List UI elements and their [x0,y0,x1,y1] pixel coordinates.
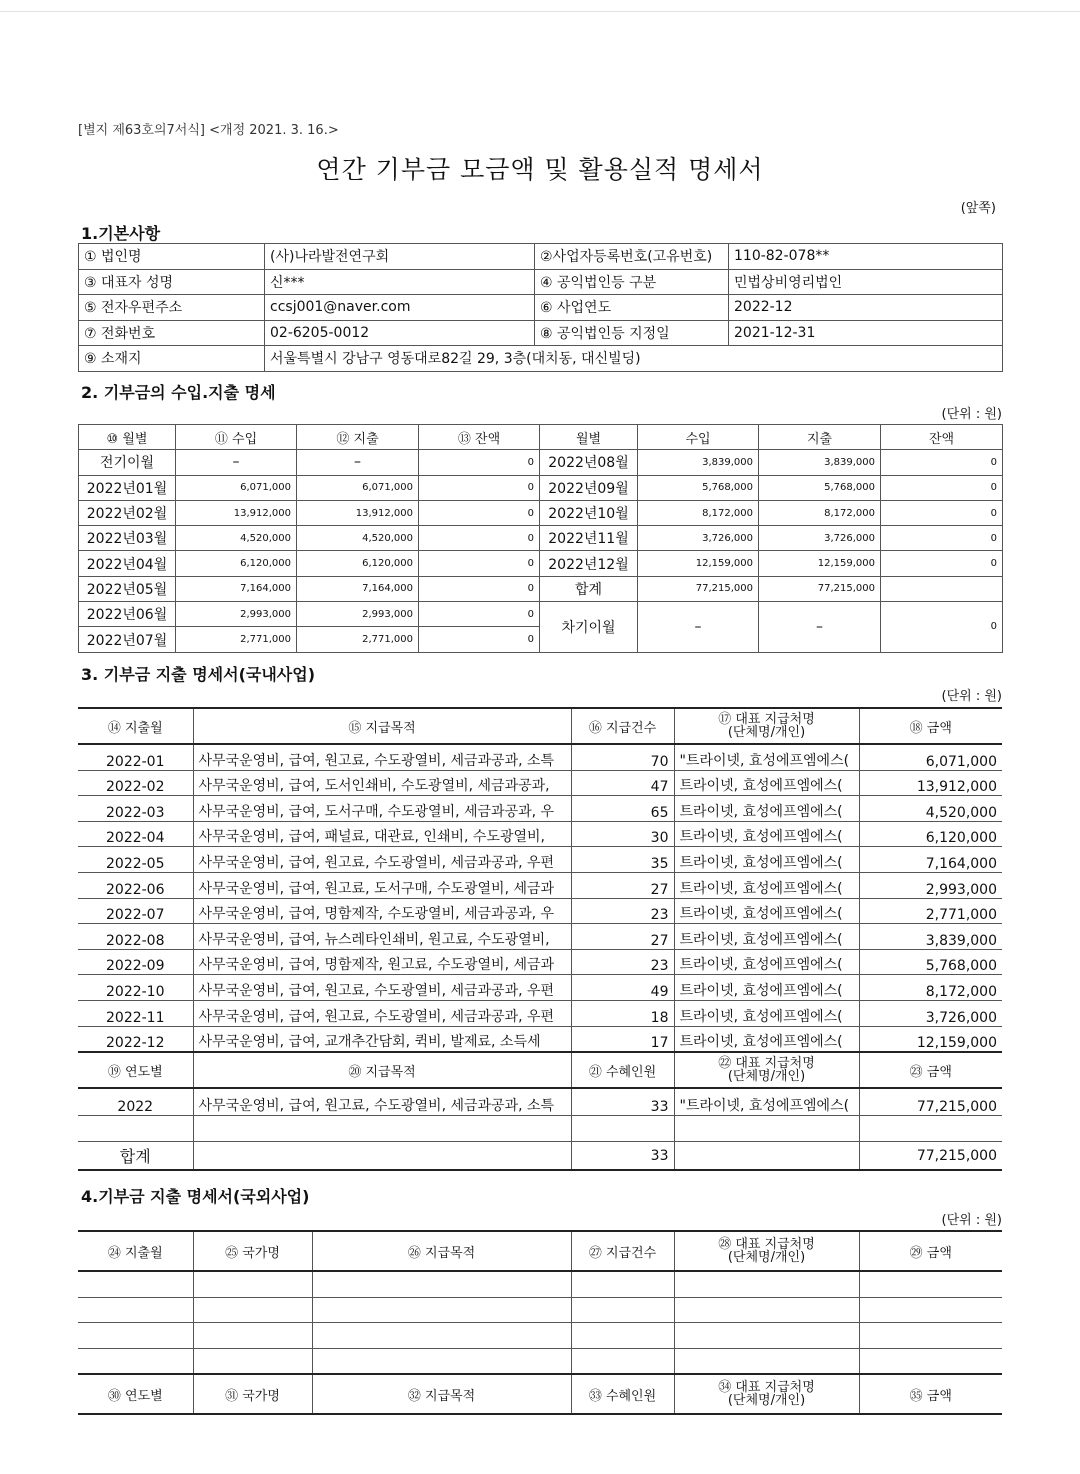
month-cell: 2022-01 [78,744,193,770]
column-header: ⑲ 연도별 [78,1052,193,1088]
payee-cell: 트라이넷, 효성에프엠에스( [674,924,859,950]
basic-info-row [79,320,1003,346]
income-cell: 3,726,000 [638,526,759,551]
section3-title: 3. 기부금 지출 명세서(국내사업) [81,665,316,684]
month-cell: 2022-02 [78,770,193,796]
empty-cell [859,1271,1002,1297]
total-label: 합계 [78,1142,193,1171]
income-cell: 77,215,000 [638,576,759,601]
count-cell: 33 [571,1088,674,1116]
basic-info-row [79,269,1003,295]
column-header: ㉖ 지급목적 [312,1231,571,1271]
domestic-header-row [78,708,1002,744]
month-cell: 합계 [540,576,638,601]
column-header [674,1374,859,1414]
month-cell: 2022년01월 [79,475,176,500]
column-header: 잔액 [881,425,1003,450]
field-label: ⑧ 공익법인등 지정일 [535,320,729,346]
empty-cell [571,1271,674,1297]
field-value: 2022-12 [729,295,1003,321]
balance-cell: 0 [419,627,540,652]
empty-cell [193,1116,571,1142]
balance-cell: 0 [419,602,540,627]
section4-unit: (단위 : 원) [941,1213,1002,1228]
purpose-cell: 사무국운영비, 급여, 패널료, 대관료, 인쇄비, 수도광열비, [193,821,571,847]
column-header: ⑯ 지급건수 [571,708,674,744]
domestic-expense-table [78,707,1002,1171]
month-cell: 2022년09월 [540,475,638,500]
field-value: 민법상비영리법인 [729,269,1003,295]
count-cell: 47 [571,770,674,796]
income-row [79,500,1003,525]
amount-cell: 13,912,000 [859,770,1002,796]
purpose-cell: 사무국운영비, 급여, 교개추간담회, 퀵비, 발제료, 소득세 [193,1026,571,1052]
page-title: 연간 기부금 모금액 및 활용실적 명세서 [316,155,764,184]
month-cell: 2022년12월 [540,551,638,576]
count-cell: 23 [571,898,674,924]
balance-cell: 0 [881,450,1003,475]
empty-cell [193,1297,312,1323]
column-header [674,1231,859,1271]
form-reference: [별지 제63호의7서식] <개정 2021. 3. 16.> [78,123,339,138]
column-header: ⑳ 지급목적 [193,1052,571,1088]
domestic-row [78,770,1002,796]
header-line: ㉘ 대표 지급처명 [718,1237,815,1252]
section2-unit: (단위 : 원) [941,407,1002,422]
empty-cell [859,1348,1002,1374]
count-cell: 65 [571,796,674,822]
count-cell: 17 [571,1026,674,1052]
header-line: ㉒ 대표 지급처명 [718,1056,815,1072]
header-subline: (단체명/개인) [727,1250,806,1265]
empty-cell [674,1116,859,1142]
month-cell: 2022년02월 [79,500,176,525]
column-header: 월별 [540,425,638,450]
amount-cell: 12,159,000 [859,1026,1002,1052]
empty-cell [859,1116,1002,1142]
overseas-blank-row [78,1348,1002,1374]
balance-cell: 0 [419,526,540,551]
empty-cell [312,1271,571,1297]
carry-income-cell: – [638,602,759,653]
header-line: ㉞ 대표 지급처명 [718,1380,815,1395]
header-subline: (단체명/개인) [727,725,806,740]
purpose-cell: 사무국운영비, 급여, 뉴스레타인쇄비, 원고료, 수도광열비, [193,924,571,950]
payee-cell: 트라이넷, 효성에프엠에스( [674,949,859,975]
count-cell: 49 [571,975,674,1001]
payee-cell: 트라이넷, 효성에프엠에스( [674,975,859,1001]
column-header: ⑭ 지출월 [78,708,193,744]
payee-cell: "트라이넷, 효성에프엠에스( [674,744,859,770]
income-cell: 5,768,000 [638,475,759,500]
empty-cell [312,1297,571,1323]
payee-cell: 트라이넷, 효성에프엠에스( [674,770,859,796]
domestic-row [78,744,1002,770]
income-row [79,602,1003,627]
month-cell: 2022년10월 [540,500,638,525]
month-cell: 2022-07 [78,898,193,924]
payee-cell: 트라이넷, 효성에프엠에스( [674,872,859,898]
section1-title: 1.기본사항 [81,224,161,243]
expense-cell: 12,159,000 [759,551,881,576]
balance-cell: 0 [419,551,540,576]
amount-cell: 8,172,000 [859,975,1002,1001]
purpose-cell: 사무국운영비, 급여, 원고료, 수도광열비, 세금과공과, 우편 [193,1000,571,1026]
count-cell: 70 [571,744,674,770]
income-cell: 7,164,000 [176,576,297,601]
empty-cell [674,1348,859,1374]
side-label: (앞쪽) [960,201,996,216]
income-cell: 6,071,000 [176,475,297,500]
balance-cell: 0 [881,500,1003,525]
empty-cell [571,1323,674,1349]
domestic-row [78,924,1002,950]
empty-cell [78,1116,193,1142]
carry-expense-cell: – [759,602,881,653]
empty-cell [674,1297,859,1323]
field-label: ⑨ 소재지 [79,346,265,372]
empty-cell [312,1348,571,1374]
month-cell: 2022년04월 [79,551,176,576]
amount-cell: 3,726,000 [859,1000,1002,1026]
column-header: ㉓ 금액 [859,1052,1002,1088]
purpose-cell: 사무국운영비, 급여, 명함제작, 수도광열비, 세금과공과, 우 [193,898,571,924]
amount-cell: 77,215,000 [859,1088,1002,1116]
amount-cell: 2,771,000 [859,898,1002,924]
amount-cell: 6,071,000 [859,744,1002,770]
income-cell: – [176,450,297,475]
balance-cell: 0 [419,576,540,601]
expense-cell: 6,120,000 [297,551,419,576]
field-label: ⑤ 전자우편주소 [79,295,265,321]
empty-cell [674,1142,859,1171]
month-cell: 2022년11월 [540,526,638,551]
overseas-header-row [78,1231,1002,1271]
empty-cell [78,1348,193,1374]
column-header: ㉝ 수혜인원 [571,1374,674,1414]
domestic-row [78,847,1002,873]
domestic-row [78,796,1002,822]
purpose-cell: 사무국운영비, 급여, 도서구매, 수도광열비, 세금과공과, 우 [193,796,571,822]
field-value: 2021-12-31 [729,320,1003,346]
column-header: ㉑ 수혜인원 [571,1052,674,1088]
expense-cell: 2,993,000 [297,602,419,627]
top-divider [0,11,1080,12]
empty-cell [859,1323,1002,1349]
column-header: ㉚ 연도별 [78,1374,193,1414]
expense-cell: – [297,450,419,475]
month-cell: 2022년08월 [540,450,638,475]
expense-cell: 7,164,000 [297,576,419,601]
column-header [674,1052,859,1088]
payee-cell: 트라이넷, 효성에프엠에스( [674,1026,859,1052]
empty-cell [571,1297,674,1323]
count-cell: 18 [571,1000,674,1026]
expense-cell: 3,839,000 [759,450,881,475]
month-cell: 2022-12 [78,1026,193,1052]
income-cell: 3,839,000 [638,450,759,475]
payee-cell: 트라이넷, 효성에프엠에스( [674,847,859,873]
column-header: ㉙ 금액 [859,1231,1002,1271]
month-cell: 2022년07월 [79,627,176,652]
month-cell: 2022-04 [78,821,193,847]
income-cell: 8,172,000 [638,500,759,525]
month-cell: 2022-09 [78,949,193,975]
empty-cell [674,1323,859,1349]
field-label: ②사업자등록번호(고유번호) [535,244,729,270]
payee-cell: 트라이넷, 효성에프엠에스( [674,796,859,822]
income-header-row [79,425,1003,450]
empty-cell [193,1271,312,1297]
empty-cell [859,1297,1002,1323]
column-header: ㉕ 국가명 [193,1231,312,1271]
field-value: 110-82-078** [729,244,1003,270]
income-row [79,551,1003,576]
amount-cell: 2,993,000 [859,872,1002,898]
column-header: ㉔ 지출월 [78,1231,193,1271]
payee-cell: 트라이넷, 효성에프엠에스( [674,1000,859,1026]
month-cell: 전기이월 [79,450,176,475]
purpose-cell: 사무국운영비, 급여, 원고료, 수도광열비, 세금과공과, 우편 [193,847,571,873]
month-cell: 2022년05월 [79,576,176,601]
amount-cell: 4,520,000 [859,796,1002,822]
domestic-year-row [78,1088,1002,1116]
count-cell: 27 [571,924,674,950]
empty-cell [78,1323,193,1349]
month-cell: 2022-03 [78,796,193,822]
header-subline: (단체명/개인) [727,1069,806,1085]
income-row [79,450,1003,475]
income-row [79,475,1003,500]
domestic-row [78,821,1002,847]
empty-cell [193,1142,571,1171]
column-header: ⑪ 수입 [176,425,297,450]
field-label: ⑥ 사업연도 [535,295,729,321]
count-cell: 35 [571,847,674,873]
payee-cell: 트라이넷, 효성에프엠에스( [674,821,859,847]
field-value: (사)나라발전연구회 [265,244,535,270]
total-amount: 77,215,000 [859,1142,1002,1171]
month-cell: 2022-11 [78,1000,193,1026]
count-cell: 30 [571,821,674,847]
count-cell: 23 [571,949,674,975]
carry-balance-cell: 0 [881,602,1003,653]
overseas-blank-row [78,1297,1002,1323]
column-header [674,708,859,744]
year-cell: 2022 [78,1088,193,1116]
basic-info-row [79,295,1003,321]
total-count: 33 [571,1142,674,1171]
field-value: 신*** [265,269,535,295]
amount-cell: 7,164,000 [859,847,1002,873]
month-cell: 2022-10 [78,975,193,1001]
empty-cell [78,1297,193,1323]
column-header: ⑩ 월별 [79,425,176,450]
expense-cell: 77,215,000 [759,576,881,601]
balance-cell: 0 [419,475,540,500]
month-cell: 2022년06월 [79,602,176,627]
month-cell: 2022년03월 [79,526,176,551]
domestic-row [78,975,1002,1001]
count-cell: 27 [571,872,674,898]
amount-cell: 5,768,000 [859,949,1002,975]
empty-cell [674,1271,859,1297]
balance-cell [881,576,1003,601]
domestic-row [78,949,1002,975]
section3-unit: (단위 : 원) [941,689,1002,704]
balance-cell: 0 [419,450,540,475]
income-row [79,576,1003,601]
field-label: ⑦ 전화번호 [79,320,265,346]
column-header: ⑫ 지출 [297,425,419,450]
income-cell: 6,120,000 [176,551,297,576]
column-header: ⑱ 금액 [859,708,1002,744]
empty-cell [193,1323,312,1349]
header-line: ⑰ 대표 지급처명 [718,712,815,727]
balance-cell: 0 [881,526,1003,551]
column-header: 지출 [759,425,881,450]
month-cell: 2022-08 [78,924,193,950]
balance-cell: 0 [419,500,540,525]
field-label: ① 법인명 [79,244,265,270]
address-value: 서울특별시 강남구 영동대로82길 29, 3층(대치동, 대신빌딩) [265,346,1003,372]
field-label: ④ 공익법인등 구분 [535,269,729,295]
month-cell: 2022-06 [78,872,193,898]
header-subline: (단체명/개인) [727,1393,806,1408]
expense-cell: 13,912,000 [297,500,419,525]
domestic-row [78,1026,1002,1052]
field-label: ③ 대표자 성명 [79,269,265,295]
purpose-cell: 사무국운영비, 급여, 도서인쇄비, 수도광열비, 세금과공과, [193,770,571,796]
column-header: 수입 [638,425,759,450]
income-row [79,526,1003,551]
field-value: 02-6205-0012 [265,320,535,346]
section4-title: 4.기부금 지출 명세서(국외사업) [81,1187,310,1206]
expense-cell: 4,520,000 [297,526,419,551]
income-cell: 4,520,000 [176,526,297,551]
income-cell: 12,159,000 [638,551,759,576]
empty-cell [78,1271,193,1297]
income-cell: 2,771,000 [176,627,297,652]
column-header: ㉛ 국가명 [193,1374,312,1414]
column-header: ㉟ 금액 [859,1374,1002,1414]
purpose-cell: 사무국운영비, 급여, 원고료, 수도광열비, 세금과공과, 소특 [193,744,571,770]
overseas-year-header-row [78,1374,1002,1414]
expense-cell: 8,172,000 [759,500,881,525]
empty-cell [193,1348,312,1374]
income-expense-table [78,424,1003,653]
domestic-row [78,1000,1002,1026]
purpose-cell: 사무국운영비, 급여, 원고료, 수도광열비, 세금과공과, 소특 [193,1088,571,1116]
expense-cell: 3,726,000 [759,526,881,551]
income-cell: 2,993,000 [176,602,297,627]
column-header: ㉜ 지급목적 [312,1374,571,1414]
empty-cell [571,1348,674,1374]
basic-info-row [79,244,1003,270]
overseas-blank-row [78,1323,1002,1349]
purpose-cell: 사무국운영비, 급여, 원고료, 수도광열비, 세금과공과, 우편 [193,975,571,1001]
expense-cell: 6,071,000 [297,475,419,500]
overseas-blank-row [78,1271,1002,1297]
domestic-row [78,898,1002,924]
payee-cell: 트라이넷, 효성에프엠에스( [674,898,859,924]
column-header: ⑬ 잔액 [419,425,540,450]
domestic-row [78,872,1002,898]
month-cell: 2022-05 [78,847,193,873]
purpose-cell: 사무국운영비, 급여, 원고료, 도서구매, 수도광열비, 세금과 [193,872,571,898]
purpose-cell: 사무국운영비, 급여, 명함제작, 원고료, 수도광열비, 세금과 [193,949,571,975]
carry-month-cell: 차기이월 [540,602,638,653]
address-row [79,346,1003,372]
blank-row [78,1116,1002,1142]
amount-cell: 6,120,000 [859,821,1002,847]
section2-title: 2. 기부금의 수입.지출 명세 [81,383,276,402]
balance-cell: 0 [881,475,1003,500]
column-header: ㉗ 지급건수 [571,1231,674,1271]
expense-cell: 2,771,000 [297,627,419,652]
payee-cell: "트라이넷, 효성에프엠에스( [674,1088,859,1116]
amount-cell: 3,839,000 [859,924,1002,950]
income-cell: 13,912,000 [176,500,297,525]
balance-cell: 0 [881,551,1003,576]
expense-cell: 5,768,000 [759,475,881,500]
empty-cell [571,1116,674,1142]
basic-info-table [78,243,1003,372]
domestic-year-header-row [78,1052,1002,1088]
overseas-expense-table [78,1230,1002,1415]
total-row [78,1142,1002,1171]
empty-cell [312,1323,571,1349]
column-header: ⑮ 지급목적 [193,708,571,744]
field-value: ccsj001@naver.com [265,295,535,321]
